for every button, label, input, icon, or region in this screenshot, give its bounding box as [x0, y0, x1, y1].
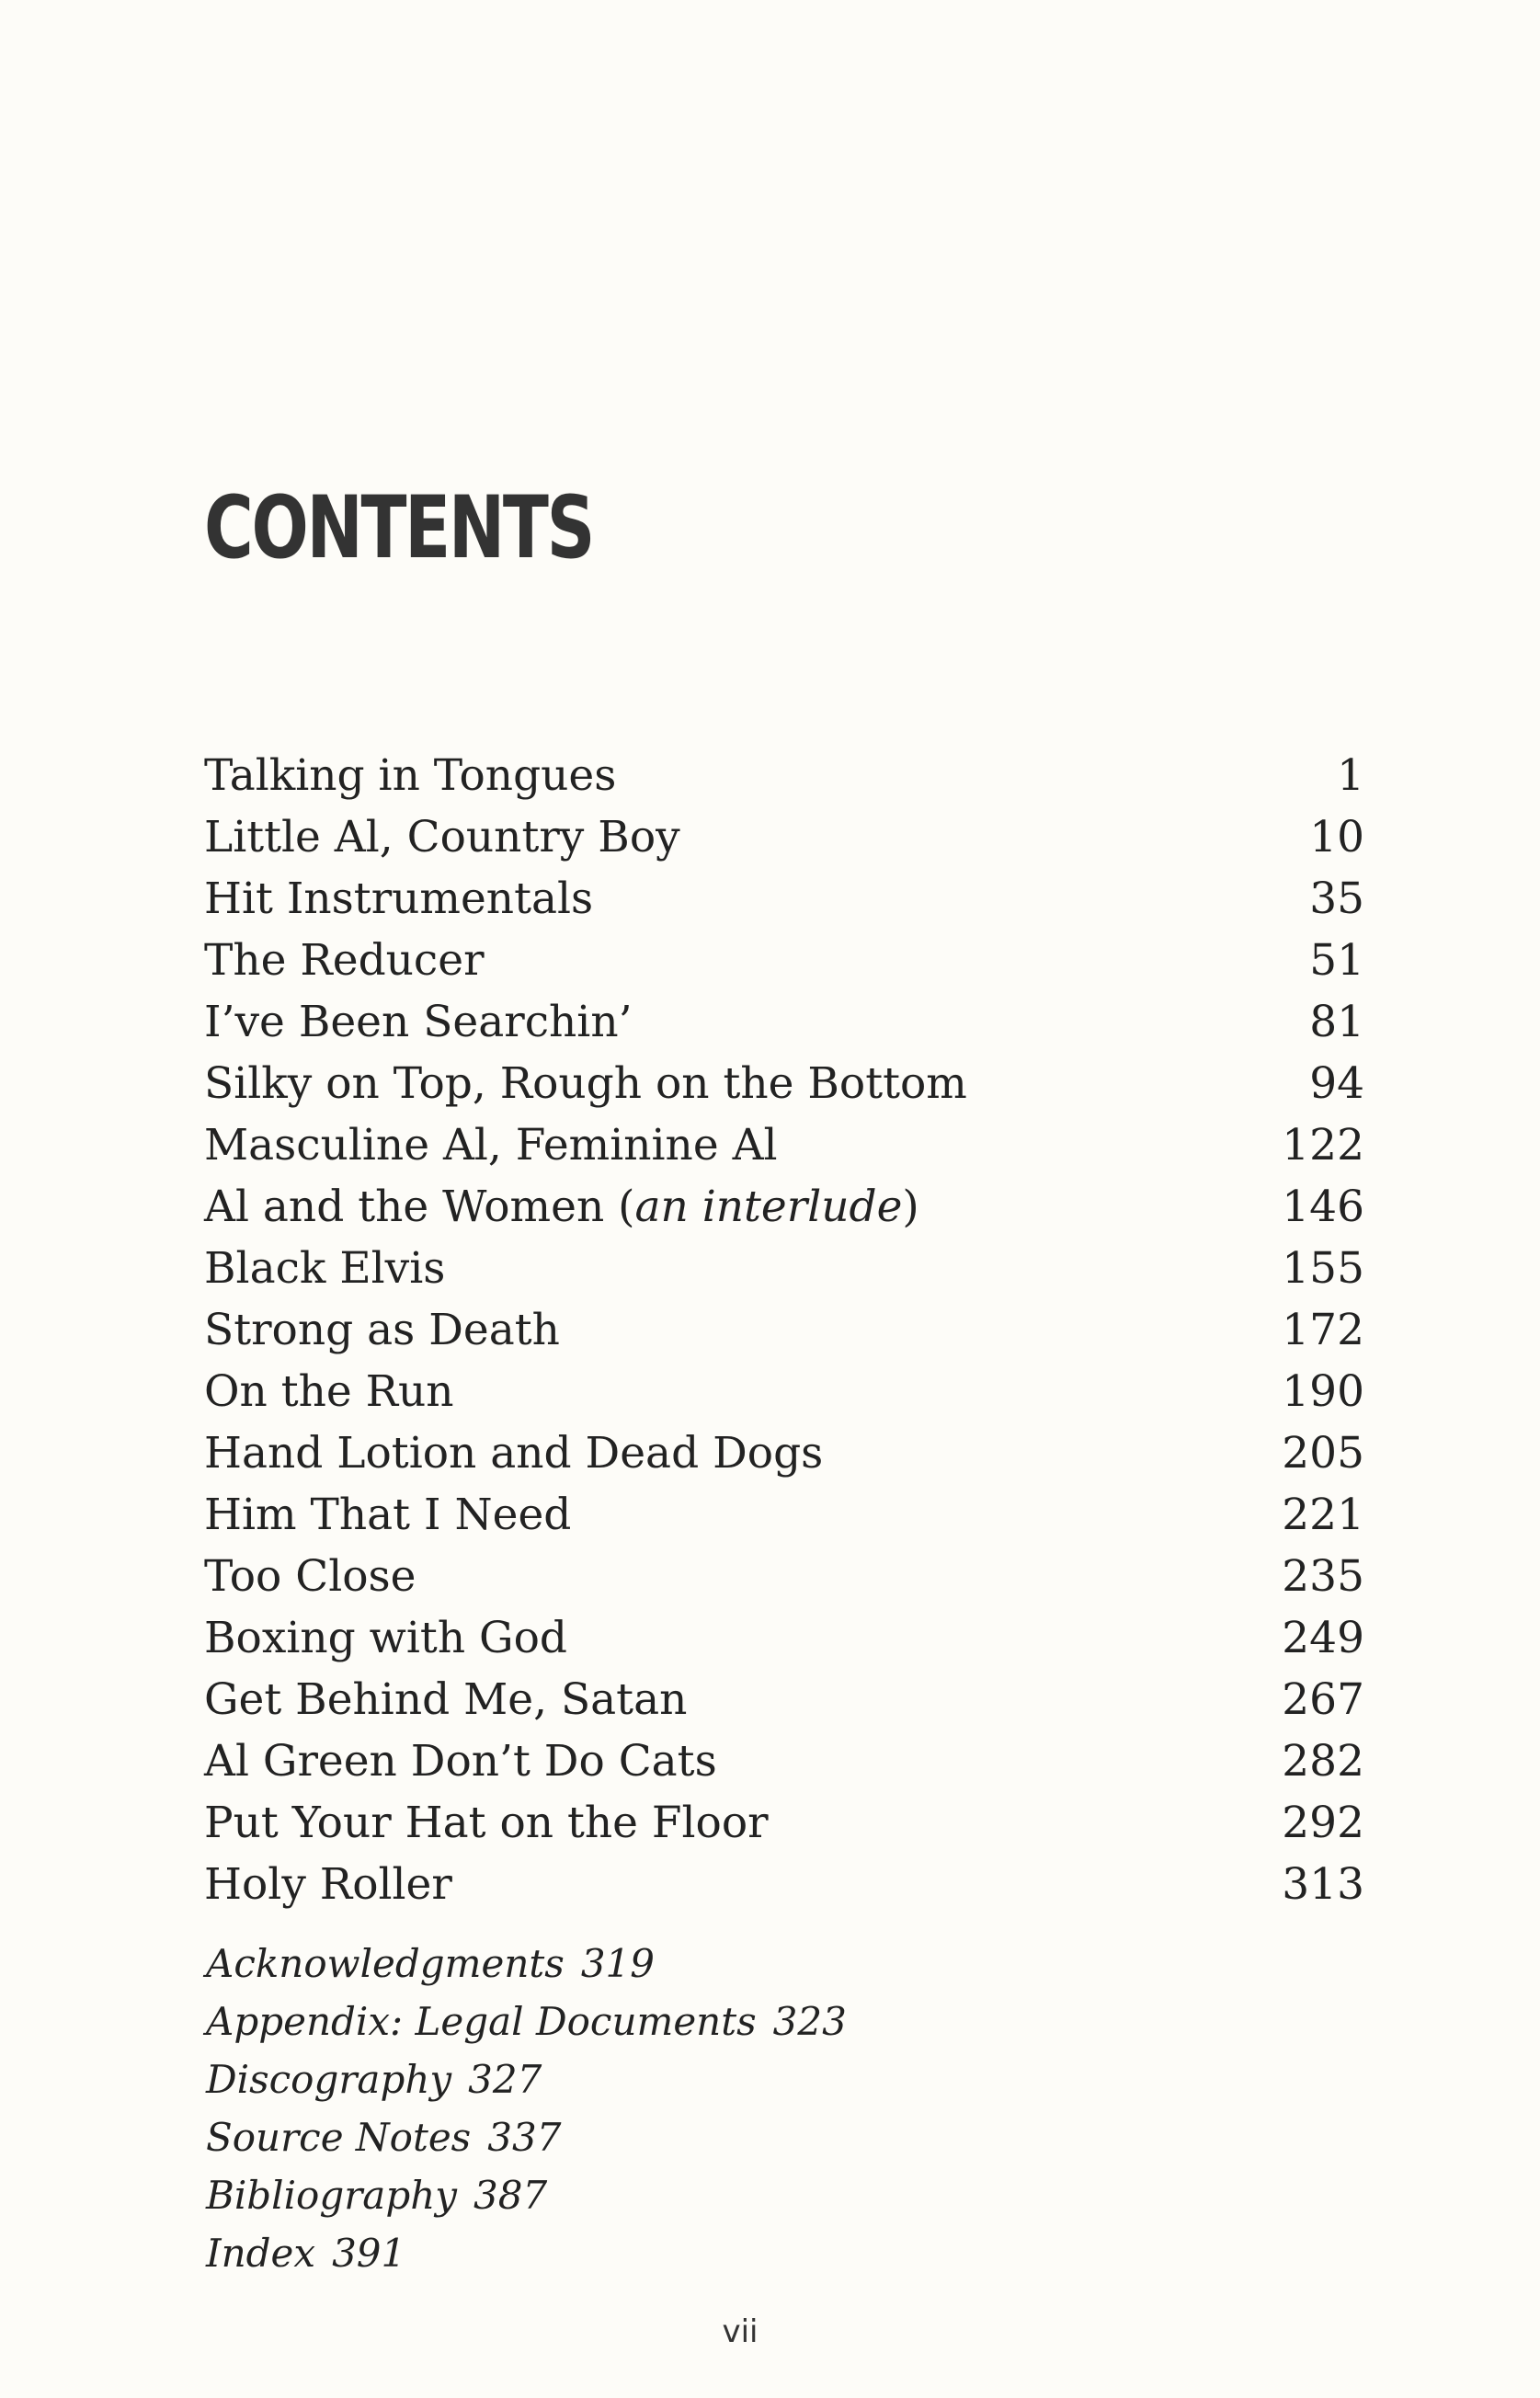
- chapter-entry: [204, 1484, 1364, 1546]
- chapter-page-number: 267: [1282, 1674, 1364, 1725]
- chapter-title: [204, 1114, 778, 1176]
- chapter-title-text: Little Al, Country Boy: [204, 812, 680, 862]
- chapter-title: [204, 1792, 769, 1854]
- chapter-page-number: 51: [1309, 935, 1364, 986]
- chapter-title-text: The Reducer: [204, 935, 485, 986]
- chapter-entry: [204, 745, 1364, 806]
- chapter-title-text: Holy Roller: [204, 1859, 452, 1910]
- back-matter-page-number: 319: [580, 1941, 655, 1986]
- chapter-page-number: 190: [1282, 1366, 1364, 1417]
- chapter-entry: [204, 1669, 1364, 1730]
- chapter-page-number: 205: [1282, 1428, 1364, 1479]
- chapter-title: [204, 1422, 823, 1484]
- chapter-page-number: 235: [1282, 1551, 1364, 1602]
- chapter-title-text: On the Run: [204, 1366, 454, 1417]
- chapter-entry: [204, 930, 1364, 991]
- chapter-title-text: Get Behind Me, Satan: [204, 1674, 688, 1725]
- chapter-entry: [204, 1422, 1364, 1484]
- chapter-title-text: Put Your Hat on the Floor: [204, 1798, 769, 1848]
- back-matter-page-number: 337: [487, 2115, 562, 2160]
- chapter-title-text: Hit Instrumentals: [204, 874, 594, 924]
- chapter-title: [204, 1854, 452, 1915]
- back-matter-entry: [206, 2166, 847, 2224]
- chapter-title: [204, 745, 616, 806]
- chapter-title-text: Masculine Al, Feminine Al: [204, 1120, 778, 1170]
- chapter-title-text: Silky on Top, Rough on the Bottom: [204, 1058, 967, 1109]
- contents-heading: CONTENTS: [204, 478, 594, 578]
- chapter-entry: [204, 1176, 1364, 1238]
- chapter-title-text: Hand Lotion and Dead Dogs: [204, 1428, 824, 1479]
- back-matter-entry: [206, 2108, 847, 2166]
- chapter-title: [204, 1238, 445, 1299]
- chapter-entry: [204, 1361, 1364, 1422]
- chapter-title-note: an interlude: [634, 1182, 903, 1232]
- back-matter-entry: [206, 2224, 847, 2282]
- chapter-entry: [204, 991, 1364, 1053]
- chapter-entry: [204, 1546, 1364, 1607]
- chapter-title-text: Al and the Women: [204, 1182, 605, 1232]
- back-matter-entry: [206, 1993, 847, 2050]
- chapter-page-number: 81: [1309, 997, 1364, 1047]
- chapter-page-number: 122: [1282, 1120, 1364, 1170]
- chapter-page-number: 249: [1282, 1613, 1364, 1663]
- back-matter-title: Discography: [206, 2057, 452, 2102]
- chapter-title-text: Talking in Tongues: [204, 750, 617, 801]
- chapter-title: [204, 1361, 454, 1422]
- chapter-list: [204, 745, 1364, 1915]
- chapter-title-text: Him That I Need: [204, 1490, 572, 1540]
- chapter-title: [204, 868, 593, 930]
- chapter-title: [204, 806, 680, 868]
- chapter-entry: [204, 1730, 1364, 1792]
- chapter-title: [204, 1484, 571, 1546]
- chapter-title: [204, 1607, 567, 1669]
- chapter-page-number: 1: [1337, 750, 1364, 801]
- chapter-title-text: Too Close: [204, 1551, 416, 1602]
- back-matter-list: [206, 1935, 847, 2282]
- chapter-page-number: 282: [1282, 1736, 1364, 1787]
- chapter-page-number: 94: [1309, 1058, 1364, 1109]
- chapter-page-number: 146: [1282, 1182, 1364, 1232]
- page-number: vii: [722, 2313, 759, 2350]
- chapter-title: [204, 1546, 416, 1607]
- chapter-title: [204, 1669, 687, 1730]
- back-matter-page-number: 387: [473, 2173, 548, 2218]
- chapter-title: [204, 930, 485, 991]
- chapter-entry: [204, 1607, 1364, 1669]
- chapter-entry: [204, 1114, 1364, 1176]
- chapter-title: [204, 991, 633, 1053]
- chapter-entry: [204, 1299, 1364, 1361]
- back-matter-entry: [206, 1935, 847, 1993]
- back-matter-page-number: 391: [332, 2231, 406, 2276]
- chapter-title: [204, 1299, 560, 1361]
- back-matter-page-number: 327: [468, 2057, 542, 2102]
- chapter-title: [204, 1730, 717, 1792]
- chapter-title-text: Al Green Don’t Do Cats: [204, 1736, 717, 1787]
- chapter-entry: [204, 1854, 1364, 1915]
- chapter-title-text: Strong as Death: [204, 1305, 560, 1355]
- chapter-entry: [204, 1792, 1364, 1854]
- chapter-entry: [204, 1238, 1364, 1299]
- chapter-page-number: 35: [1309, 874, 1364, 924]
- back-matter-title: Index: [206, 2231, 316, 2276]
- back-matter-title: Acknowledgments: [206, 1941, 565, 1986]
- chapter-page-number: 10: [1309, 812, 1364, 862]
- chapter-page-number: 155: [1282, 1243, 1364, 1294]
- chapter-title: Al and the Women (an interlude): [204, 1182, 919, 1232]
- back-matter-page-number: 323: [772, 1999, 847, 2044]
- chapter-page-number: 221: [1282, 1490, 1364, 1540]
- chapter-title-text: Black Elvis: [204, 1243, 446, 1294]
- back-matter-title: Source Notes: [206, 2115, 472, 2160]
- chapter-entry: [204, 868, 1364, 930]
- chapter-title-text: Boxing with God: [204, 1613, 567, 1663]
- chapter-page-number: 313: [1282, 1859, 1364, 1910]
- chapter-entry: [204, 806, 1364, 868]
- chapter-title: [204, 1053, 967, 1114]
- back-matter-entry: [206, 2050, 847, 2108]
- chapter-entry: [204, 1053, 1364, 1114]
- back-matter-title: Bibliography: [206, 2173, 457, 2218]
- chapter-title-text: I’ve Been Searchin’: [204, 997, 633, 1047]
- chapter-page-number: 172: [1282, 1305, 1364, 1355]
- back-matter-title: Appendix: Legal Documents: [206, 1999, 757, 2044]
- chapter-page-number: 292: [1282, 1798, 1364, 1848]
